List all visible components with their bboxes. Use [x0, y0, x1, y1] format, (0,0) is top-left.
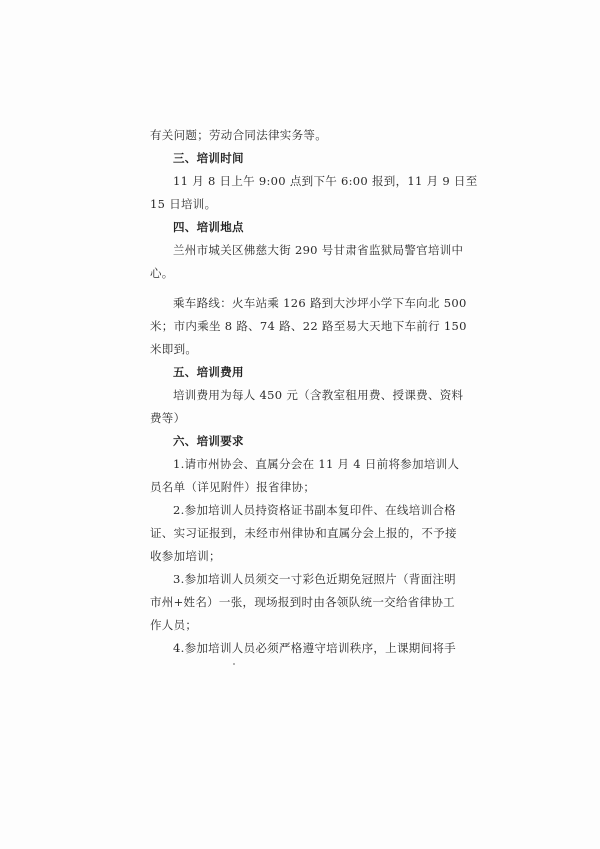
- body-text-line: 费等）: [150, 411, 186, 425]
- body-text-line: 员名单（详见附件）报省律协；: [150, 480, 316, 494]
- body-text-line: 兰州市城关区佛慈大街 290 号甘肃省监狱局警官培训中: [173, 243, 464, 257]
- body-text-line: 作人员；: [150, 618, 198, 632]
- body-text-line: 乘车路线：火车站乘 126 路到大沙坪小学下车向北 500: [173, 296, 467, 310]
- body-text-line: 米即到。: [150, 342, 198, 356]
- body-text-line: 1.请市州协会、直属分会在 11 月 4 日前将参加培训人: [173, 457, 460, 471]
- body-text-line: 2.参加培训人员持资格证书副本复印件、在线培训合格: [173, 503, 456, 517]
- section-heading: 三、培训时间: [173, 151, 244, 165]
- body-text-line: 心。: [150, 266, 174, 280]
- section-heading: 六、培训要求: [173, 434, 244, 448]
- document-body: [150, 124, 478, 660]
- body-text-line: 4.参加培训人员必须严格遵守培训秩序，上课期间将手: [173, 641, 456, 655]
- scan-speck: [233, 663, 235, 665]
- section-heading: 五、培训费用: [173, 365, 244, 379]
- body-text-line: 3.参加培训人员须交一寸彩色近期免冠照片（背面注明: [173, 572, 456, 586]
- body-text-line: 11 月 8 日上午 9:00 点到下午 6:00 报到，11 月 9 日至: [173, 174, 478, 188]
- body-text-line: 有关问题；劳动合同法律实务等。: [150, 128, 327, 142]
- body-text-line: 培训费用为每人 450 元（含教室租用费、授课费、资料: [173, 388, 464, 402]
- body-text-line: 米；市内乘坐 8 路、74 路、22 路至易大天地下车前行 150: [150, 319, 467, 333]
- section-heading: 四、培训地点: [173, 220, 244, 234]
- body-text-line: 证、实习证报到，未经市州律协和直属分会上报的，不予接: [150, 526, 457, 540]
- body-text-line: 15 日培训。: [150, 197, 217, 211]
- body-text-line: 收参加培训；: [150, 549, 221, 563]
- body-text-line: 市州+姓名）一张，现场报到时由各领队统一交给省律协工: [150, 595, 455, 609]
